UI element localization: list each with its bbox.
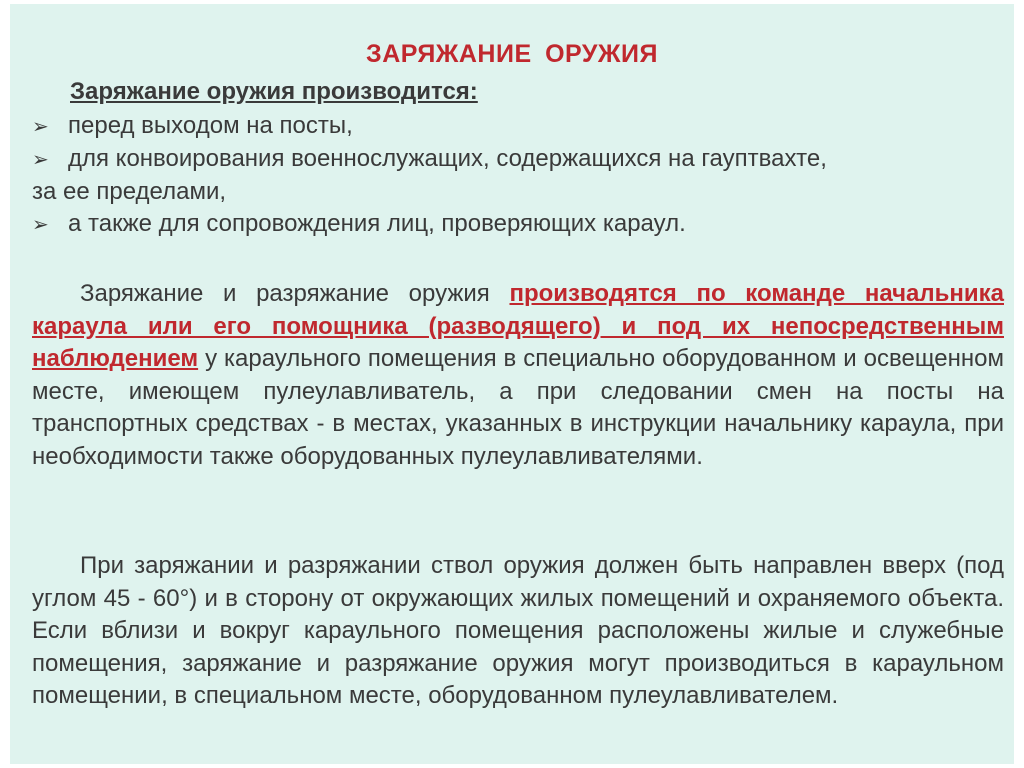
paragraph-barrel-direction: При заряжании и разряжании ствол оружия должен быть направлен вверх (под углом 45 - 60°) и в сторону от окружающих жилых помещений и охраняемого объекта. Если вблизи и вокруг караульного помещения расположены жилые и служебные помещения, заряжание и разряжание оружия могут производиться в караульном помещении, в специальном месте, оборудованном пулеулавливателем. [32,552,1004,709]
bullet-text: для конвоирования военнослужащих, содержащихся на гауптвахте, [68,145,827,172]
slide-title: ЗАРЯЖАНИЕ ОРУЖИЯ [366,40,658,68]
bullet-item [32,143,1004,176]
arrow-bullet-icon: ➢ [32,214,49,236]
paragraph-text: у караульного помещения в специально оборудованном и освещенном месте, имеющем пулеулавливатель, а при следовании смен на посты на транспортных средствах - в местах, указанных в инструкции начальнику караула, при необходимости также оборудованных пулеулавливателями. [32,345,1004,470]
bullet-continuation: за ее пределами, [32,178,227,205]
subheading: Заряжание оружия производится: [70,78,478,105]
bullet-list [32,110,1004,241]
bullet-item [32,208,1004,241]
bullet-item [32,110,1004,143]
emphasized-text: производятся по команде начальника караула или его помощника (разводящего) и под их непосредственным наблюдением [32,280,1004,372]
paragraph-text: Заряжание и разряжание оружия [80,280,510,307]
arrow-bullet-icon: ➢ [32,149,49,171]
bullet-text: перед выходом на посты, [68,112,353,139]
arrow-bullet-icon: ➢ [32,116,49,138]
paragraph-loading-procedure [32,278,1004,473]
bullet-text: а также для сопровождения лиц, проверяющих караул. [68,210,686,237]
